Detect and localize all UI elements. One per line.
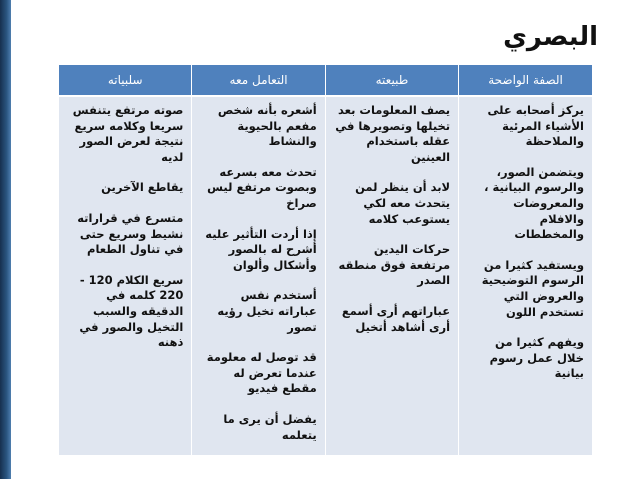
cell-text: ويتضمن الصور، والرسوم البيانية ، والمعروضات والافلام والمخططات [484,164,584,242]
cell-text: قد توصل له معلومة عندما تعرض له مقطع فيديو [206,350,317,396]
header-clear-trait: الصفة الواضحة [459,65,592,96]
cell-clear-trait [459,96,592,455]
cell-text: تحدث معه بسرعه وبصوت مرتفع ليس صراخ [207,164,317,210]
cell-text: سريع الكلام 120 - 220 كلمه في الدقيقه والسبب التخيل والصور في ذهنه [79,272,184,350]
cell-text: صوته مرتفع يتنفس سريعا وكلامه سريع نتيجة لعرض الصور لديه [72,103,184,164]
cell-text: متسرع في قراراته نشيط وسريع حتى في تناول الطعام [77,210,184,257]
table-header-row [59,65,593,96]
cell-text: ويستفيد كثيرا من الرسوم التوضيحية والعروض التي تستخدم اللون [481,257,584,319]
cell-dealing [192,96,325,455]
cell-text: عباراتهم أرى أسمع أرى أشاهد أتخيل [341,303,451,334]
cell-text: أستخدم نفس عباراته تخيل رؤيه تصور [217,288,317,334]
table-row [59,96,593,455]
cell-text: يصف المعلومات بعد تخيلها وتصويرها في عقله باستخدام العينين [335,103,451,164]
cell-nature [325,96,458,455]
cell-text: إذا أردت التأثير عليه أشرح له بالصور وأشكال وألوان [205,226,317,272]
cell-text: أشعره بأنه شخص مفعم بالحيوية والنشاط [217,103,317,149]
header-negatives: سلبياته [59,65,192,96]
comparison-table [58,65,592,455]
cell-negatives [59,96,192,455]
cell-text: يقاطع الآخرين [101,180,184,195]
cell-text: يفضل أن يرى ما يتعلمه [223,411,317,442]
cell-text: لابد أن ينظر لمن يتحدث معه لكي يستوعب كلامه [355,180,451,226]
header-dealing: التعامل معه [192,65,325,96]
slide-title: البصري [503,22,598,52]
cell-text: ويفهم كثيرا من خلال عمل رسوم بيانية [489,335,584,381]
cell-text: حركات اليدين مرتفعة فوق منطقه الصدر [338,242,451,288]
slide-frame-bar [0,0,11,479]
cell-text: يركز أصحابه على الأشياء المرئية والملاحظة [487,103,584,149]
header-nature: طبيعته [325,65,458,96]
